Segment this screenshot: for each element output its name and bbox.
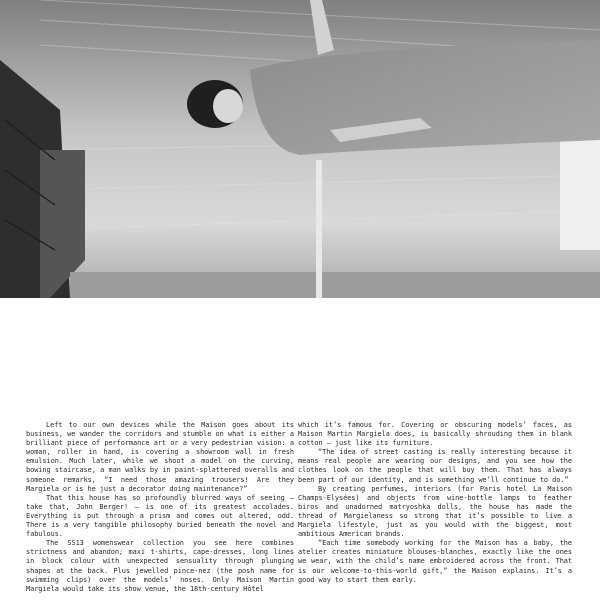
paragraph: By creating perfumes, interiors (for Paris hotel La Maison Champs-Elysées) and objects from wine-bottle lamps to feather biros and unadorned matryoshka dolls, the house has made the thread of Margielaness so strong that it’s possible to live a Margiela lifestyle, just as you would with the biggest, most ambitious American brands. <box>298 484 572 539</box>
paragraph: The SS13 womenswear collection you see here combines strictness and abandon; maxi t-shirts, cape-dresses, long lines in block colour with unexpected sensuality through plunging shapes at the back. Plus jewelled pince-nez (the posh name for swimming clips) over the models’ noses. Only Maison Martin Margiela would take its show venue, the 18th-century Hôtel <box>26 539 294 593</box>
paragraph: which it’s famous for. Covering or obscuring models’ faces, as Maison Martin Margiela does, is basically shrouding them in blank cotton – just like its furniture. <box>298 421 572 448</box>
paragraph: “The idea of street casting is really interesting because it means real people are wearing our designs, and you see how the clothes look on the people that will buy them. That has always been part of our identity, and is something we’ll continue to do.” <box>298 448 572 484</box>
paragraph: “Each time somebody working for the Maison has a baby, the atelier creates miniature blouses-blanches, exactly like the ones we wear, with the child’s name embroidered across the front. That is our welcome-to-this-world gift,” the Maison explains. It’s a good way to start them early. <box>298 539 572 584</box>
paragraph: That this house has so profoundly blurred ways of seeing – take that, John Berger! – is one of its greatest accolades. Everything is put through a prism and comes out altered, odd. There is a very tangible philosophy buried beneath the novel and fabulous. <box>26 493 294 539</box>
fashion-photo-illustration <box>0 0 600 298</box>
article-right-column <box>298 421 572 585</box>
fashion-photo <box>0 0 600 298</box>
paragraph: Left to our own devices while the Maison goes about its business, we wander the corridors and stumble on what is either a brilliant piece of performance art or a very pedestrian vision: a woman, roller in hand, is covering a showroom wall in fresh emulsion. Much later, while we shoot a model on the curving, bowing staircase, a man walks by in paint-splattered overalls and someone remarks, “I need those amazing trousers! Are they Margiela or is he just a decorator doing maintenance?” <box>26 421 294 493</box>
article-left-column <box>26 421 294 594</box>
